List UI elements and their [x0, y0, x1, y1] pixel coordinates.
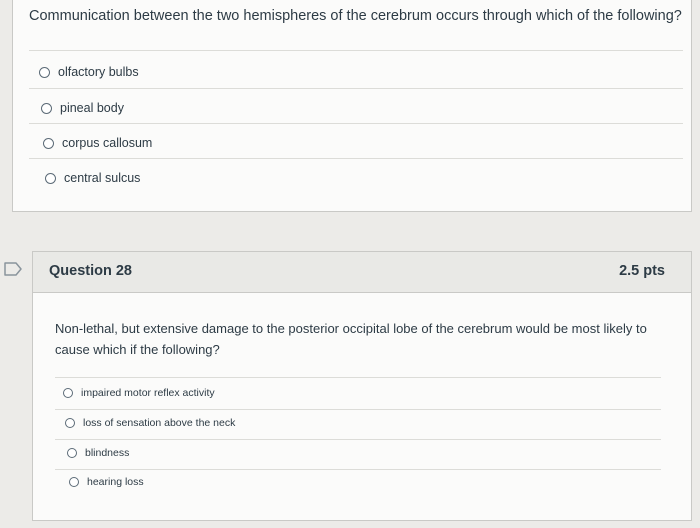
option-pineal-body[interactable]	[41, 101, 124, 115]
flag-icon[interactable]	[3, 262, 23, 276]
radio-button-icon[interactable]	[39, 67, 50, 78]
divider	[29, 158, 683, 159]
question-28-panel	[32, 251, 692, 521]
option-label: hearing loss	[87, 476, 144, 488]
divider	[55, 409, 661, 410]
radio-button-icon[interactable]	[65, 418, 75, 428]
question-27-text: Communication between the two hemispheres of the cerebrum occurs through which of the following?	[29, 8, 682, 24]
question-title: Question 28	[49, 263, 132, 279]
option-label: olfactory bulbs	[58, 65, 139, 79]
divider	[29, 50, 683, 51]
divider	[55, 469, 661, 470]
question-27-panel	[12, 0, 692, 212]
option-loss-of-sensation[interactable]	[65, 417, 235, 429]
option-label: corpus callosum	[62, 136, 153, 150]
radio-button-icon[interactable]	[69, 477, 79, 487]
divider	[55, 439, 661, 440]
option-hearing-loss[interactable]	[69, 476, 144, 488]
divider	[29, 123, 683, 124]
question-28-text: Non-lethal, but extensive damage to the posterior occipital lobe of the cerebrum would be most likely to cause which if the following?	[55, 321, 647, 357]
option-blindness[interactable]	[67, 447, 129, 459]
option-olfactory-bulbs[interactable]	[39, 65, 139, 79]
question-points: 2.5 pts	[619, 263, 665, 279]
option-label: central sulcus	[64, 171, 141, 185]
divider	[29, 88, 683, 89]
radio-button-icon[interactable]	[67, 448, 77, 458]
option-central-sulcus[interactable]	[45, 171, 140, 185]
divider	[55, 377, 661, 378]
radio-button-icon[interactable]	[63, 388, 73, 398]
option-impaired-motor-reflex[interactable]	[63, 387, 215, 399]
radio-button-icon[interactable]	[45, 173, 56, 184]
radio-button-icon[interactable]	[41, 103, 52, 114]
option-corpus-callosum[interactable]	[43, 136, 152, 150]
question-header	[33, 252, 691, 293]
option-label: blindness	[85, 447, 130, 459]
option-label: pineal body	[60, 101, 124, 115]
option-label: loss of sensation above the neck	[83, 417, 236, 429]
option-label: impaired motor reflex activity	[81, 387, 215, 399]
radio-button-icon[interactable]	[43, 138, 54, 149]
